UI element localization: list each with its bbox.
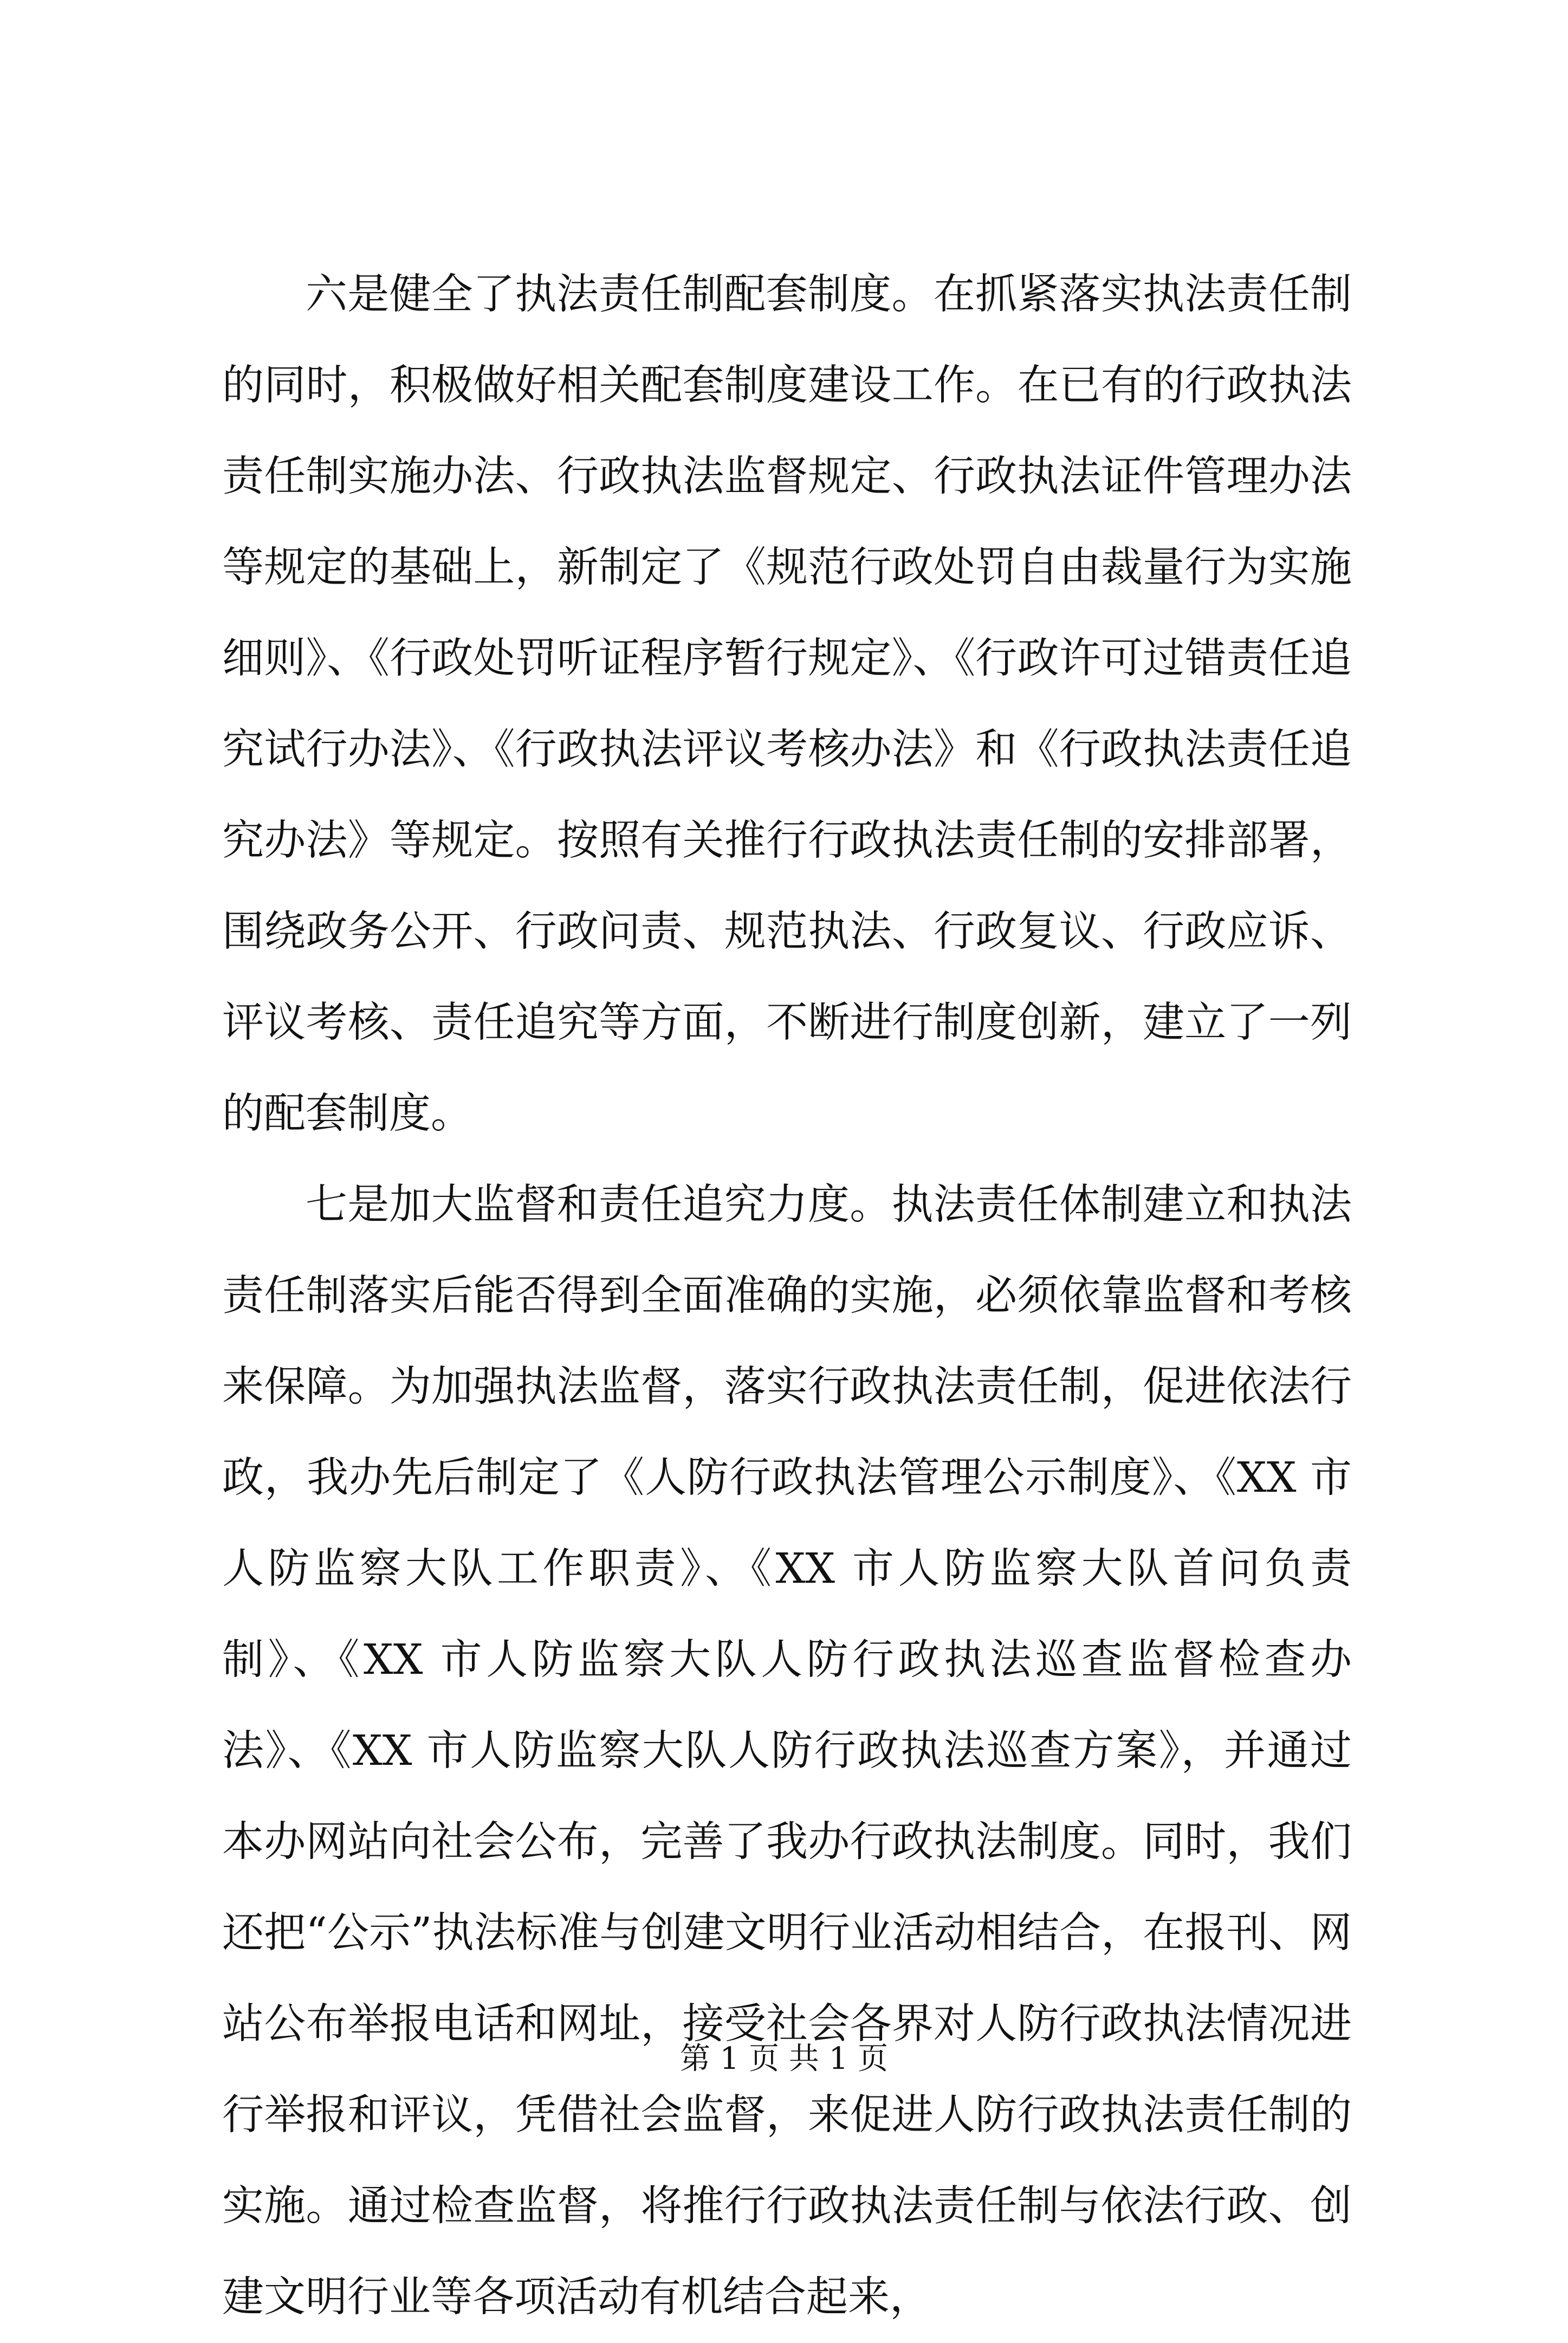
page-footer: 第 1 页 共 1 页 xyxy=(679,2041,889,2076)
document-body xyxy=(222,249,1352,2343)
paragraph-seven: 七是加大监督和责任追究力度。执法责任体制建立和执法责任制落实后能否得到全面准确的实施，必须依靠监督和考核来保障。为加强执法监督，落实行政执法责任制，促进依法行政，我办先后制定了《人防行政执法管理公示制度》、《XX 市人防监察大队工作职责》、《XX 市人防监察大队首问负责制》、《XX 市人防监察大队人防行政执法巡查监督检查办法》、《XX 市人防监察大队人防行政执法巡查方案》，并通过本办网站向社会公布，完善了我办行政执法制度。同时，我们还把“公示”执法标准与创建文明行业活动相结合，在报刊、网站公布举报电话和网址，接受社会各界对人防行政执法情况进行举报和评议，凭借社会监督，来促进人防行政执法责任制的实施。通过检查监督，将推行行政执法责任制与依法行政、创建文明行业等各项活动有机结合起来， xyxy=(222,1181,1352,2321)
paragraph-six: 六是健全了执法责任制配套制度。在抓紧落实执法责任制的同时，积极做好相关配套制度建设工作。在已有的行政执法责任制实施办法、行政执法监督规定、行政执法证件管理办法等规定的基础上，新制定了《规范行政处罚自由裁量行为实施细则》、《行政处罚听证程序暂行规定》、《行政许可过错责任追究试行办法》、《行政执法评议考核办法》和《行政执法责任追究办法》等规定。按照有关推行行政执法责任制的安排部署，围绕政务公开、行政问责、规范执法、行政复议、行政应诉、评议考核、责任追究等方面，不断进行制度创新，建立了一列的配套制度。 xyxy=(222,270,1352,1138)
